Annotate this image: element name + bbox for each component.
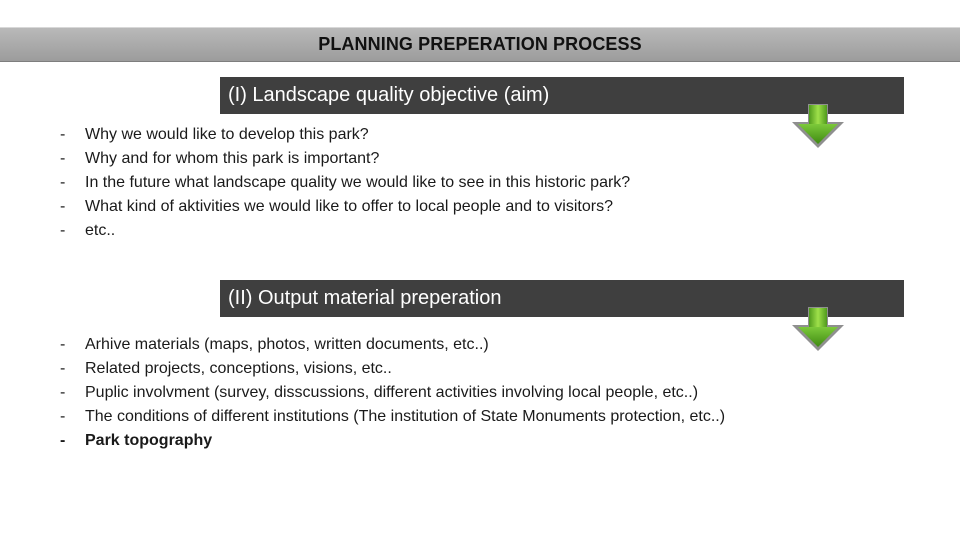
list-item: - etc..	[0, 219, 760, 243]
list-item: - What kind of aktivities we would like to offer to local people and to visitors?	[0, 195, 760, 219]
down-arrow-icon	[790, 306, 846, 352]
page-title: PLANNING PREPERATION PROCESS	[318, 34, 642, 54]
down-arrow-icon	[790, 103, 846, 149]
list-item-park-topography: - Park topography	[0, 429, 760, 453]
section-header-aim: (I) Landscape quality objective (aim)	[220, 77, 904, 114]
section-header-output: (II) Output material preperation	[220, 280, 904, 317]
list-item: - In the future what landscape quality we would like to see in this historic park?	[0, 171, 760, 195]
list-item: - Why and for whom this park is important?	[0, 147, 760, 171]
list-item: - Why we would like to develop this park?	[0, 123, 760, 147]
aim-question-list	[0, 123, 760, 243]
title-bar	[0, 27, 960, 62]
list-item: - Puplic involvment (survey, disscussions, different activities involving local people, etc..)	[0, 381, 760, 405]
list-item: - Related projects, conceptions, visions, etc..	[0, 357, 760, 381]
output-material-list	[0, 333, 760, 453]
list-item: - The conditions of different institutions (The institution of State Monuments protection, etc..)	[0, 405, 760, 429]
list-item: - Arhive materials (maps, photos, written documents, etc..)	[0, 333, 760, 357]
